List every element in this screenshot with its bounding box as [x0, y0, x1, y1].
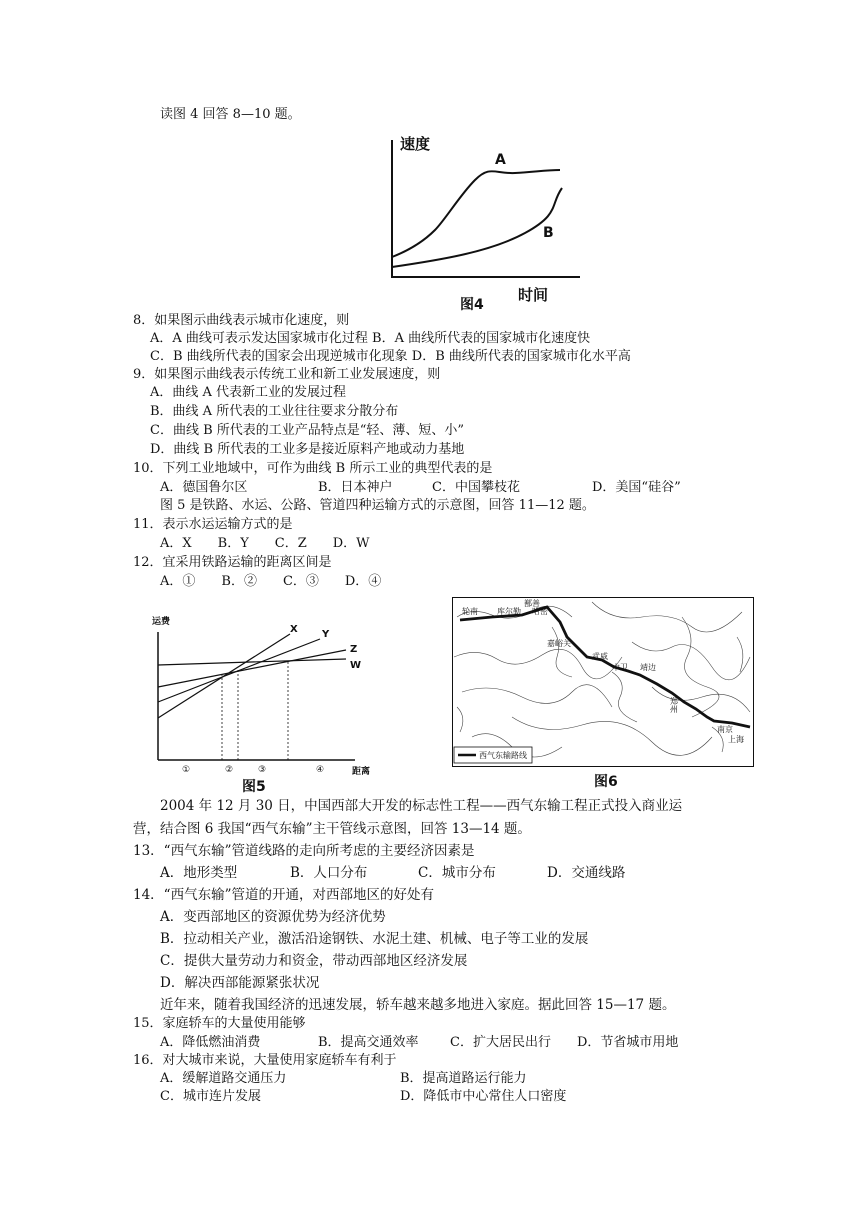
q15-option-a: A．降低燃油消费	[160, 1035, 261, 1050]
q16-option-c: C．城市连片发展	[160, 1089, 261, 1104]
place-lunnan: 轮南	[462, 607, 478, 616]
q14-option-d: D．解决西部能源紧张状况	[160, 975, 320, 991]
q13-option-b: B．人口分布	[290, 865, 368, 881]
fig4-curve-b-label: B	[543, 225, 554, 241]
intro-fig6-line2: 营，结合图 6 我国“西气东输”主干管线示意图，回答 13—14 题。	[133, 821, 531, 837]
fig5-caption: 图5	[242, 779, 266, 795]
place-zhongwei: 中卫	[612, 663, 628, 672]
q10-option-a: A．德国鲁尔区	[160, 480, 248, 495]
curve-a	[392, 170, 560, 257]
q12-options: A．① B．② C．③ D．④	[160, 574, 382, 589]
intro-fig4: 读图 4 回答 8—10 题。	[160, 107, 301, 122]
figure-5-chart	[150, 612, 380, 782]
q9-option-b: B．曲线 A 所代表的工业往往要求分散分布	[150, 404, 399, 419]
q16-option-a: A．缓解道路交通压力	[160, 1071, 287, 1086]
fig5-label-w: W	[350, 660, 362, 671]
q12-stem: 12．宜采用铁路运输的距离区间是	[133, 555, 332, 570]
fig5-interval-4: ④	[316, 765, 325, 775]
place-jiayuguan: 嘉峪关	[547, 639, 571, 648]
curve-b	[392, 188, 562, 267]
q16-stem: 16．对大城市来说，大量使用家庭轿车有利于	[133, 1053, 397, 1068]
q15-option-b: B．提高交通效率	[318, 1035, 419, 1050]
q8-stem: 8．如果图示曲线表示城市化速度，则	[133, 313, 350, 328]
q11-options: A．X B．Y C．Z D．W	[160, 536, 370, 551]
figure-4-chart	[380, 130, 580, 305]
place-nanjing: 南京	[717, 725, 733, 734]
q14-stem: 14．“西气东输”管道的开通，对西部地区的好处有	[133, 887, 434, 903]
fig5-label-z: Z	[350, 644, 358, 655]
q11-stem: 11．表示水运运输方式的是	[133, 517, 293, 532]
place-kuerle: 库尔勒	[497, 607, 521, 616]
intro-fig5: 图 5 是铁路、水运、公路、管道四种运输方式的示意图，回答 11—12 题。	[160, 498, 595, 513]
q9-stem: 9．如果图示曲线表示传统工业和新工业发展速度，则	[133, 367, 441, 382]
q16-option-b: B．提高道路运行能力	[400, 1071, 527, 1086]
q15-option-d: D．节省城市用地	[577, 1035, 679, 1050]
intro-car: 近年来，随着我国经济的迅速发展，轿车越来越多地进入家庭。据此回答 15—17 题。	[160, 997, 676, 1013]
line-z	[158, 650, 346, 687]
place-jingbian: 靖边	[640, 663, 656, 672]
fig4-curve-a-label: A	[495, 152, 506, 168]
q13-option-a: A．地形类型	[160, 865, 238, 881]
q13-option-c: C．城市分布	[418, 865, 496, 881]
q14-option-b: B．拉动相关产业，激活沿途钢铁、水泥土建、机械、电子等工业的发展	[160, 931, 589, 947]
line-w	[158, 659, 346, 665]
q15-stem: 15．家庭轿车的大量使用能够	[133, 1016, 306, 1031]
figure-6-map	[452, 597, 754, 767]
q9-option-a: A．曲线 A 代表新工业的发展过程	[150, 385, 347, 400]
q13-stem: 13．“西气东输”管道线路的走向所考虑的主要经济因素是	[133, 843, 475, 859]
q9-option-d: D．曲线 B 所代表的工业多是接近原料产地或动力基地	[150, 442, 465, 457]
fig4-ylabel: 速度	[400, 135, 431, 153]
fig5-interval-3: ③	[258, 765, 267, 775]
q10-stem: 10．下列工业地域中，可作为曲线 B 所示工业的典型代表的是	[133, 461, 493, 476]
q9-option-c: C．曲线 B 所代表的工业产品特点是“轻、薄、短、小”	[150, 423, 465, 438]
q10-option-b: B．日本神户	[318, 480, 393, 495]
q16-option-d: D．降低市中心常住人口密度	[400, 1089, 567, 1104]
fig4-xlabel: 时间	[518, 286, 549, 304]
q8-options-line1: A．A 曲线可表示发达国家城市化过程 B．A 曲线所代表的国家城市化速度快	[150, 331, 591, 346]
intro-fig6-line1: 2004 年 12 月 30 日，中国西部大开发的标志性工程——西气东输工程正式投入商业运	[160, 798, 683, 814]
fig5-xlabel: 距离	[352, 767, 371, 777]
q15-option-c: C．扩大居民出行	[450, 1035, 551, 1050]
fig5-interval-1: ①	[182, 765, 191, 775]
q14-option-a: A．变西部地区的资源优势为经济优势	[160, 909, 386, 925]
q8-options-line2: C．B 曲线所代表的国家会出现逆城市化现象 D．B 曲线所代表的国家城市化水平高	[150, 349, 631, 364]
fig5-ylabel: 运费	[152, 617, 171, 627]
place-wuwei: 武威	[592, 652, 608, 661]
place-hami: 哈密	[532, 607, 548, 616]
q13-option-d: D．交通线路	[547, 865, 626, 881]
fig6-legend: 西气东输路线	[479, 751, 527, 760]
place-shanghai: 上海	[728, 735, 744, 744]
fig5-label-x: X	[290, 624, 298, 635]
place-zhengzhou: 郑州	[669, 697, 679, 713]
fig6-caption: 图6	[594, 774, 618, 790]
fig5-interval-2: ②	[225, 765, 234, 775]
q10-option-d: D．美国“硅谷”	[592, 480, 681, 495]
fig5-label-y: Y	[322, 629, 330, 640]
q14-option-c: C．提供大量劳动力和资金，带动西部地区经济发展	[160, 953, 468, 969]
fig4-caption: 图4	[460, 297, 484, 313]
place-shanshan: 鄯善	[524, 599, 540, 608]
q10-option-c: C．中国攀枝花	[432, 480, 520, 495]
